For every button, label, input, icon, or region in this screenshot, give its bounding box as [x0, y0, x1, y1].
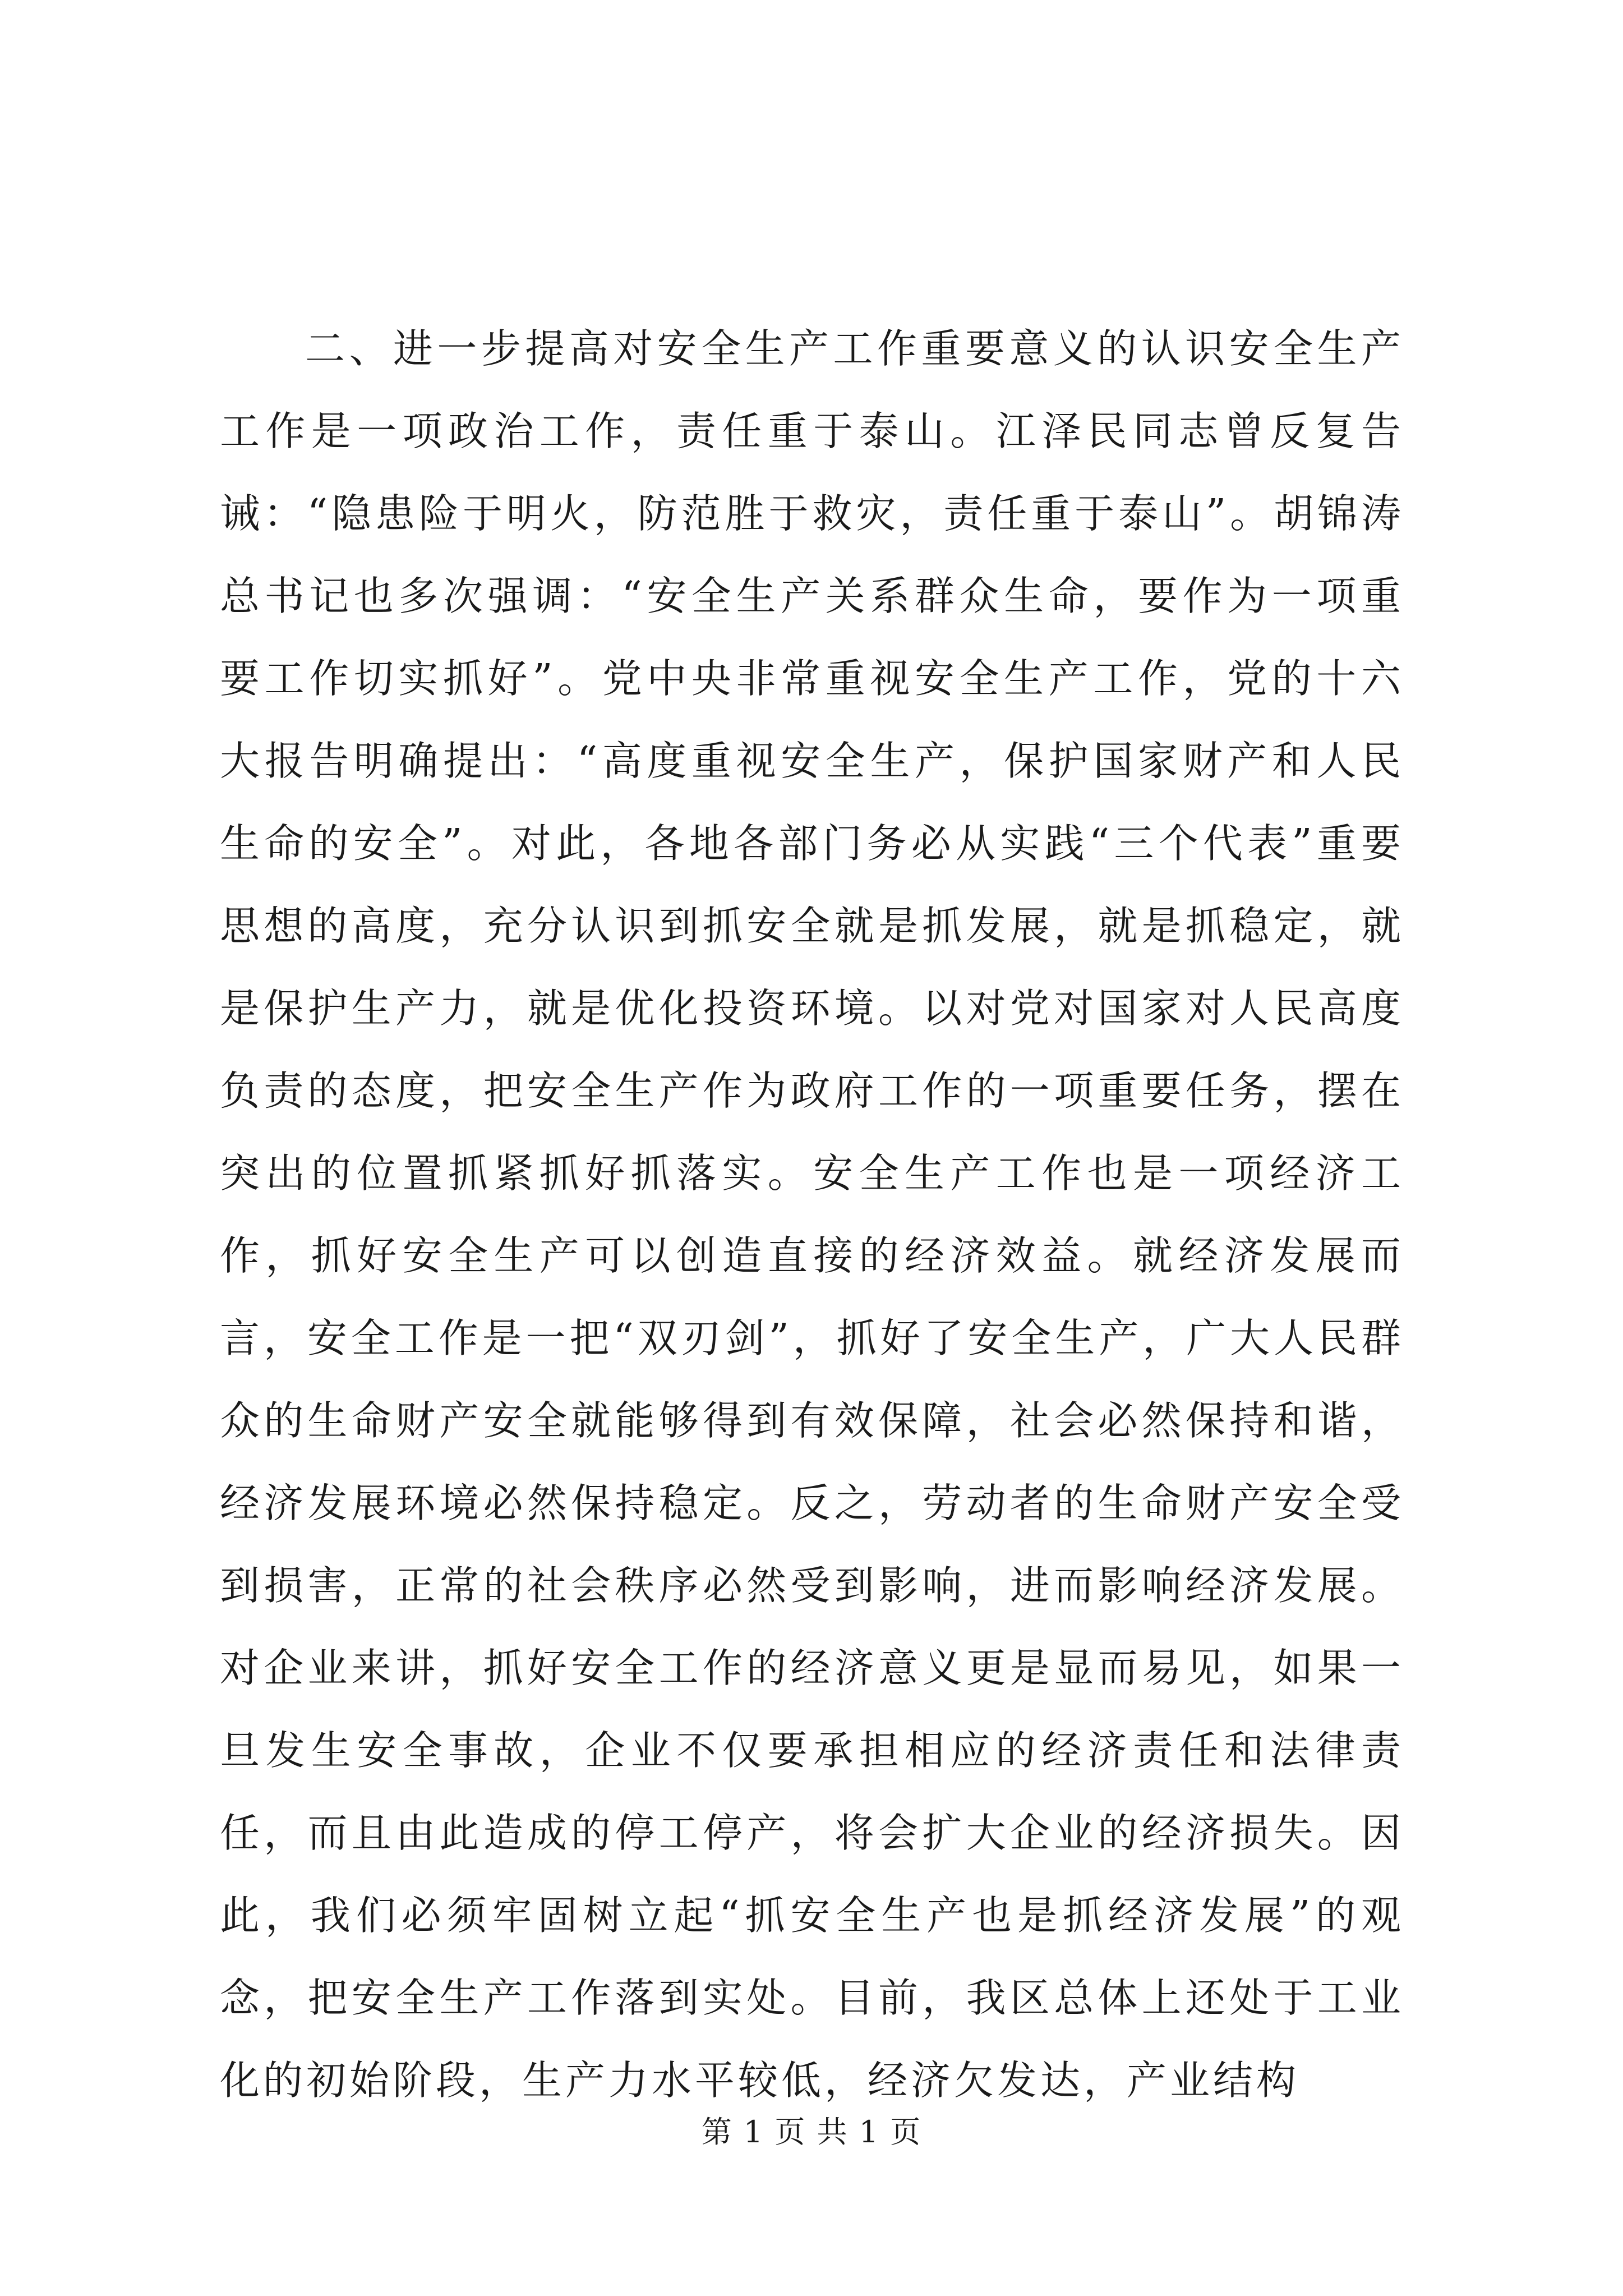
body-paragraph: 二、进一步提高对安全生产工作重要意义的认识安全生产工作是一项政治工作，责任重于泰山。江泽民同志曾反复告诫：“隐患险于明火，防范胜于救灾，责任重于泰山”。胡锦涛总书记也多次强调：“安全生产关系群众生命，要作为一项重要工作切实抓好”。党中央非常重视安全生产工作，党的十六大报告明确提出：“高度重视安全生产，保护国家财产和人民生命的安全”。对此，各地各部门务必从实践“三个代表”重要思想的高度，充分认识到抓安全就是抓发展，就是抓稳定，就是保护生产力，就是优化投资环境。以对党对国家对人民高度负责的态度，把安全生产作为政府工作的一项重要任务，摆在突出的位置抓紧抓好抓落实。安全生产工作也是一项经济工作，抓好安全生产可以创造直接的经济效益。就经济发展而言，安全工作是一把“双刃剑”，抓好了安全生产，广大人民群众的生命财产安全就能够得到有效保障，社会必然保持和谐，经济发展环境必然保持稳定。反之，劳动者的生命财产安全受到损害，正常的社会秩序必然受到影响，进而影响经济发展。对企业来讲，抓好安全工作的经济意义更是显而易见，如果一旦发生安全事故，企业不仅要承担相应的经济责任和法律责任，而且由此造成的停工停产，将会扩大企业的经济损失。因此，我们必须牢固树立起“抓安全生产也是抓经济发展”的观念，把安全生产工作落到实处。目前，我区总体上还处于工业化的初始阶段，生产力水平较低，经济欠发达，产业结构: [220, 325, 1404, 2104]
page-footer: 第 1 页 共 1 页: [701, 2114, 922, 2150]
